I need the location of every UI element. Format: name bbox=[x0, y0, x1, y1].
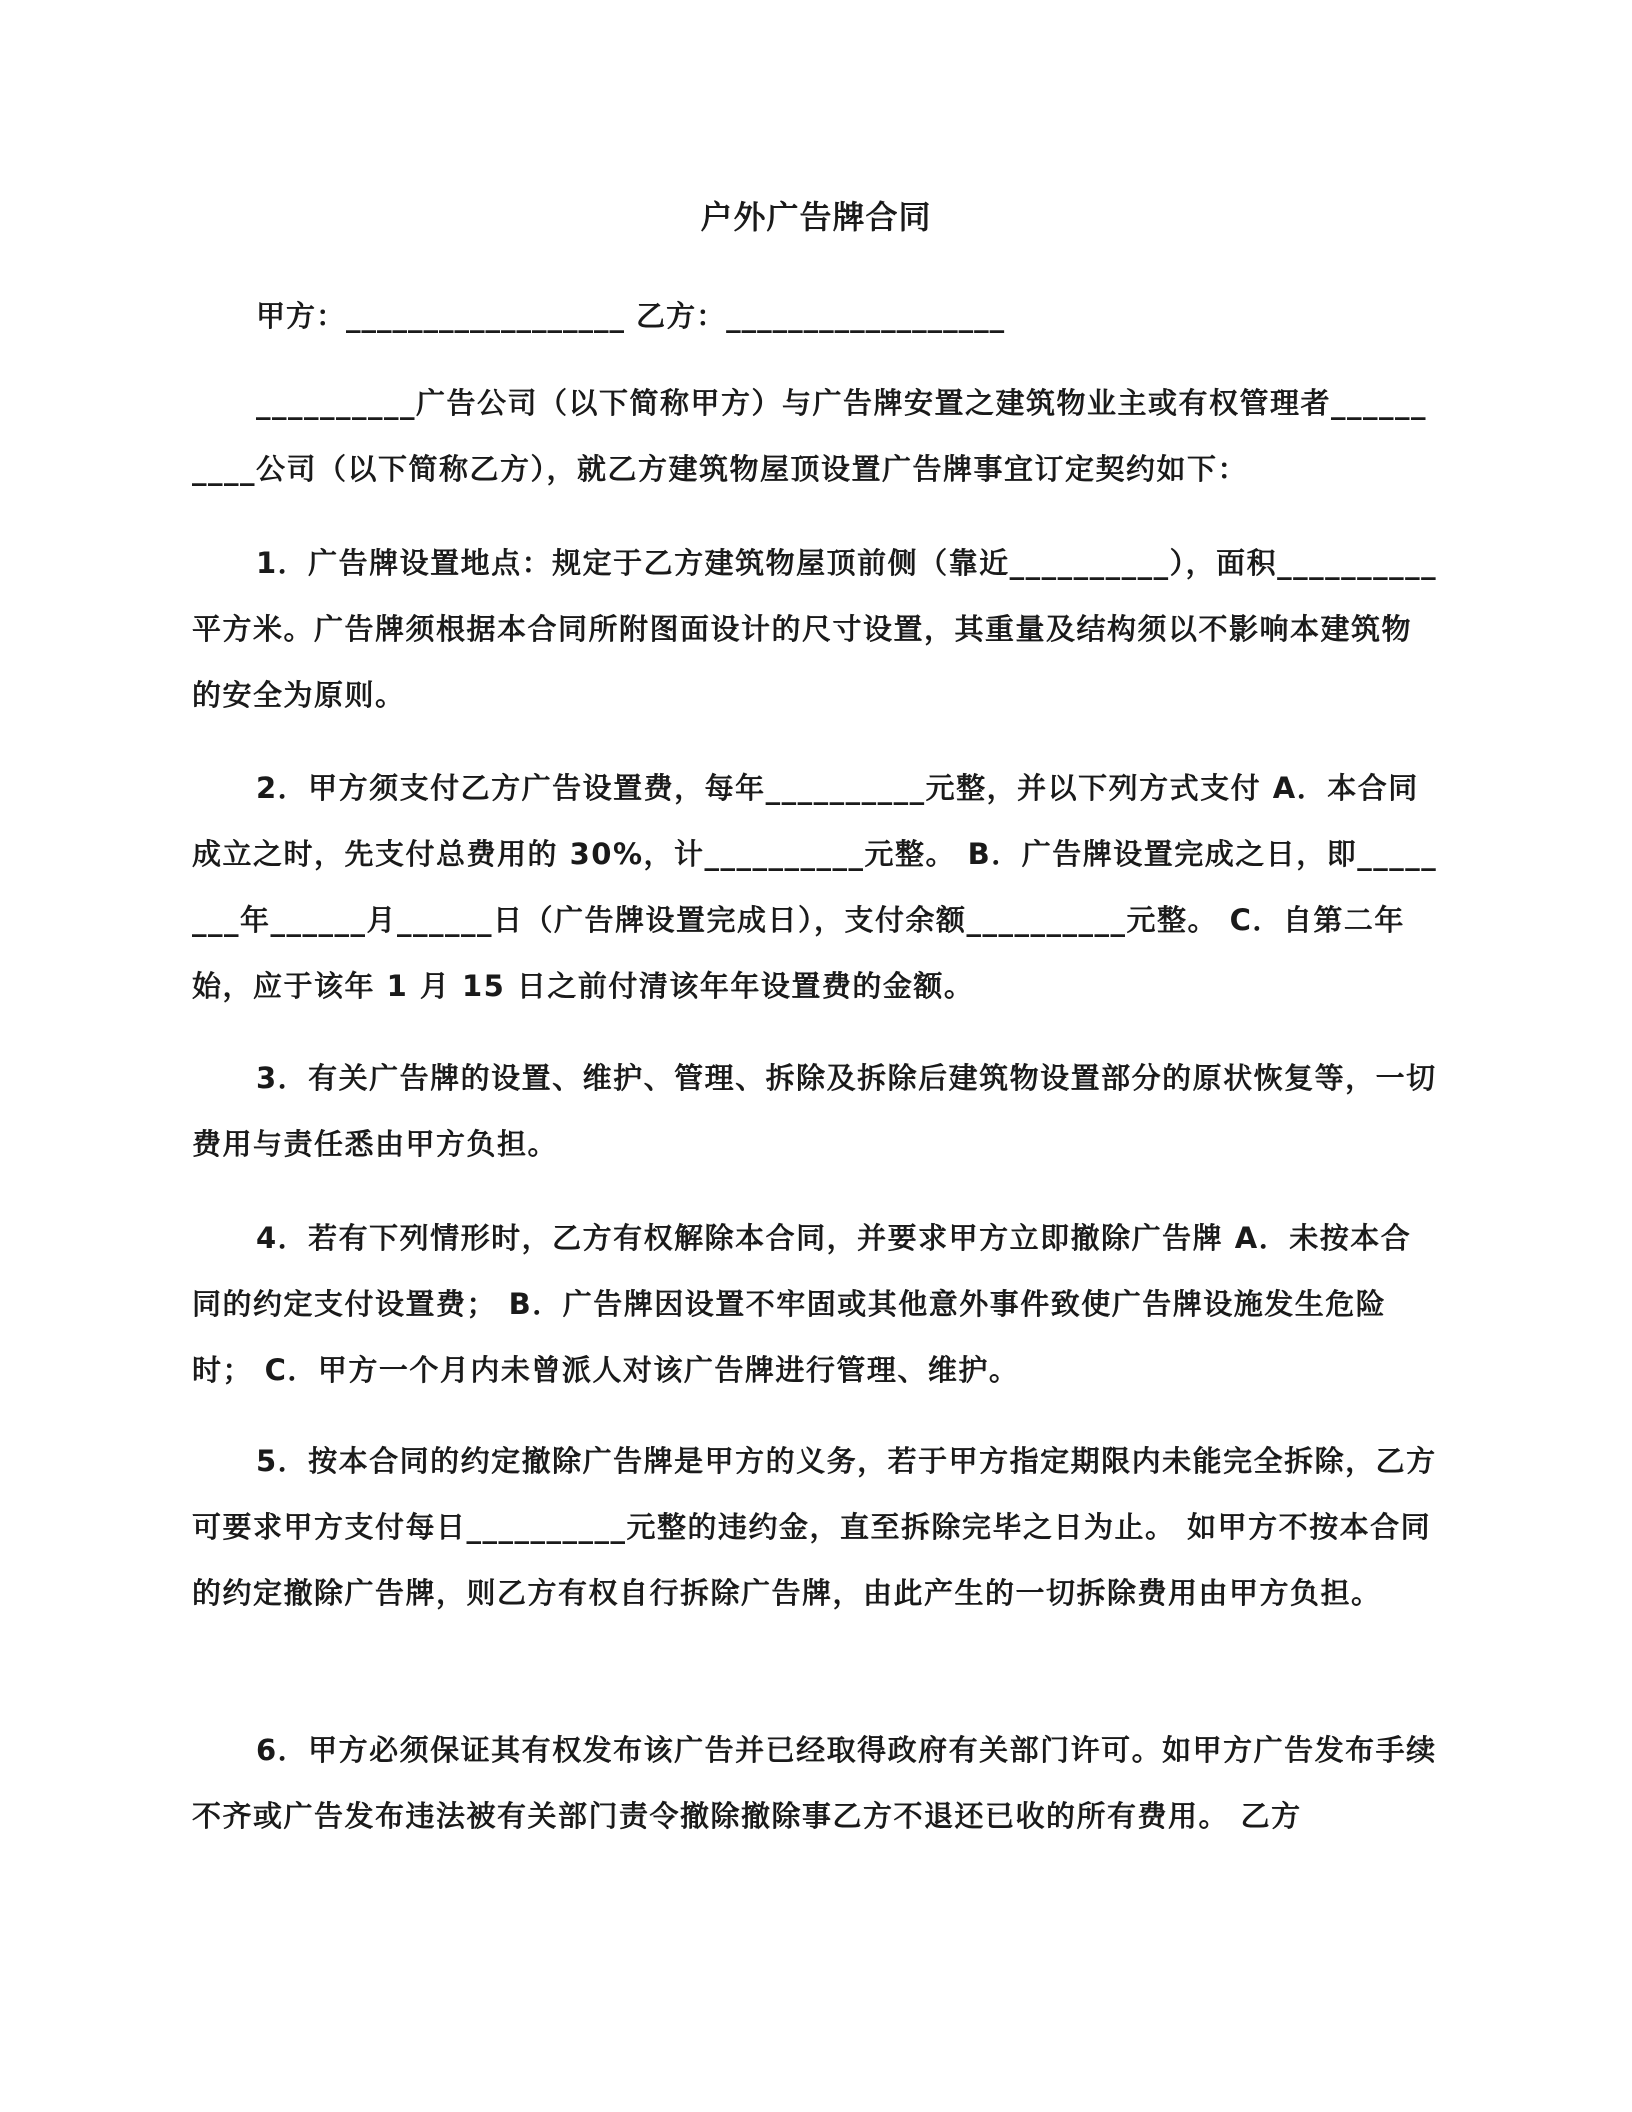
paragraph-clause-3: 3．有关广告牌的设置、维护、管理、拆除及拆除后建筑物设置部分的原状恢复等，一切费用与责任悉由甲方负担。 bbox=[192, 1061, 1437, 1161]
paragraph-clause-6: 6．甲方必须保证其有权发布该广告并已经取得政府有关部门许可。如甲方广告发布手续不齐或广告发布违法被有关部门责令撤除撤除事乙方不退还已收的所有费用。 乙方 bbox=[192, 1733, 1437, 1833]
page-title: 户外广告牌合同 bbox=[700, 198, 932, 236]
paragraph-intro: __________广告公司（以下简称甲方）与广告牌安置之建筑物业主或有权管理者__________公司（以下简称乙方），就乙方建筑物屋顶设置广告牌事宜订定契约如下： bbox=[192, 386, 1428, 486]
parties-line: 甲方：__________________ 乙方：__________________ bbox=[256, 299, 1006, 333]
paragraph-clause-2: 2．甲方须支付乙方广告设置费，每年__________元整，并以下列方式支付 A．本合同成立之时，先支付总费用的 30%，计__________元整。 B．广告牌设置完成之日，即________年______月______日（广告牌设置完成日），支付余额__________元整。 C．自第二年始，应于该年 1 月 15 日之前付清该年年设置费的金额。 bbox=[192, 771, 1438, 1003]
paragraph-clause-5: 5．按本合同的约定撤除广告牌是甲方的义务，若于甲方指定期限内未能完全拆除，乙方可要求甲方支付每日__________元整的违约金，直至拆除完毕之日为止。 如甲方不按本合同的约定撤除广告牌，则乙方有权自行拆除广告牌，由此产生的一切拆除费用由甲方负担。 bbox=[192, 1444, 1437, 1610]
paragraph-clause-4: 4．若有下列情形时，乙方有权解除本合同，并要求甲方立即撤除广告牌 A．未按本合同的约定支付设置费； B．广告牌因设置不牢固或其他意外事件致使广告牌设施发生危险时； C．甲方一个月内未曾派人对该广告牌进行管理、维护。 bbox=[192, 1221, 1412, 1387]
paragraph-clause-1: 1．广告牌设置地点：规定于乙方建筑物屋顶前侧（靠近__________），面积__________平方米。广告牌须根据本合同所附图面设计的尺寸设置，其重量及结构须以不影响本建筑物的安全为原则。 bbox=[192, 546, 1438, 712]
